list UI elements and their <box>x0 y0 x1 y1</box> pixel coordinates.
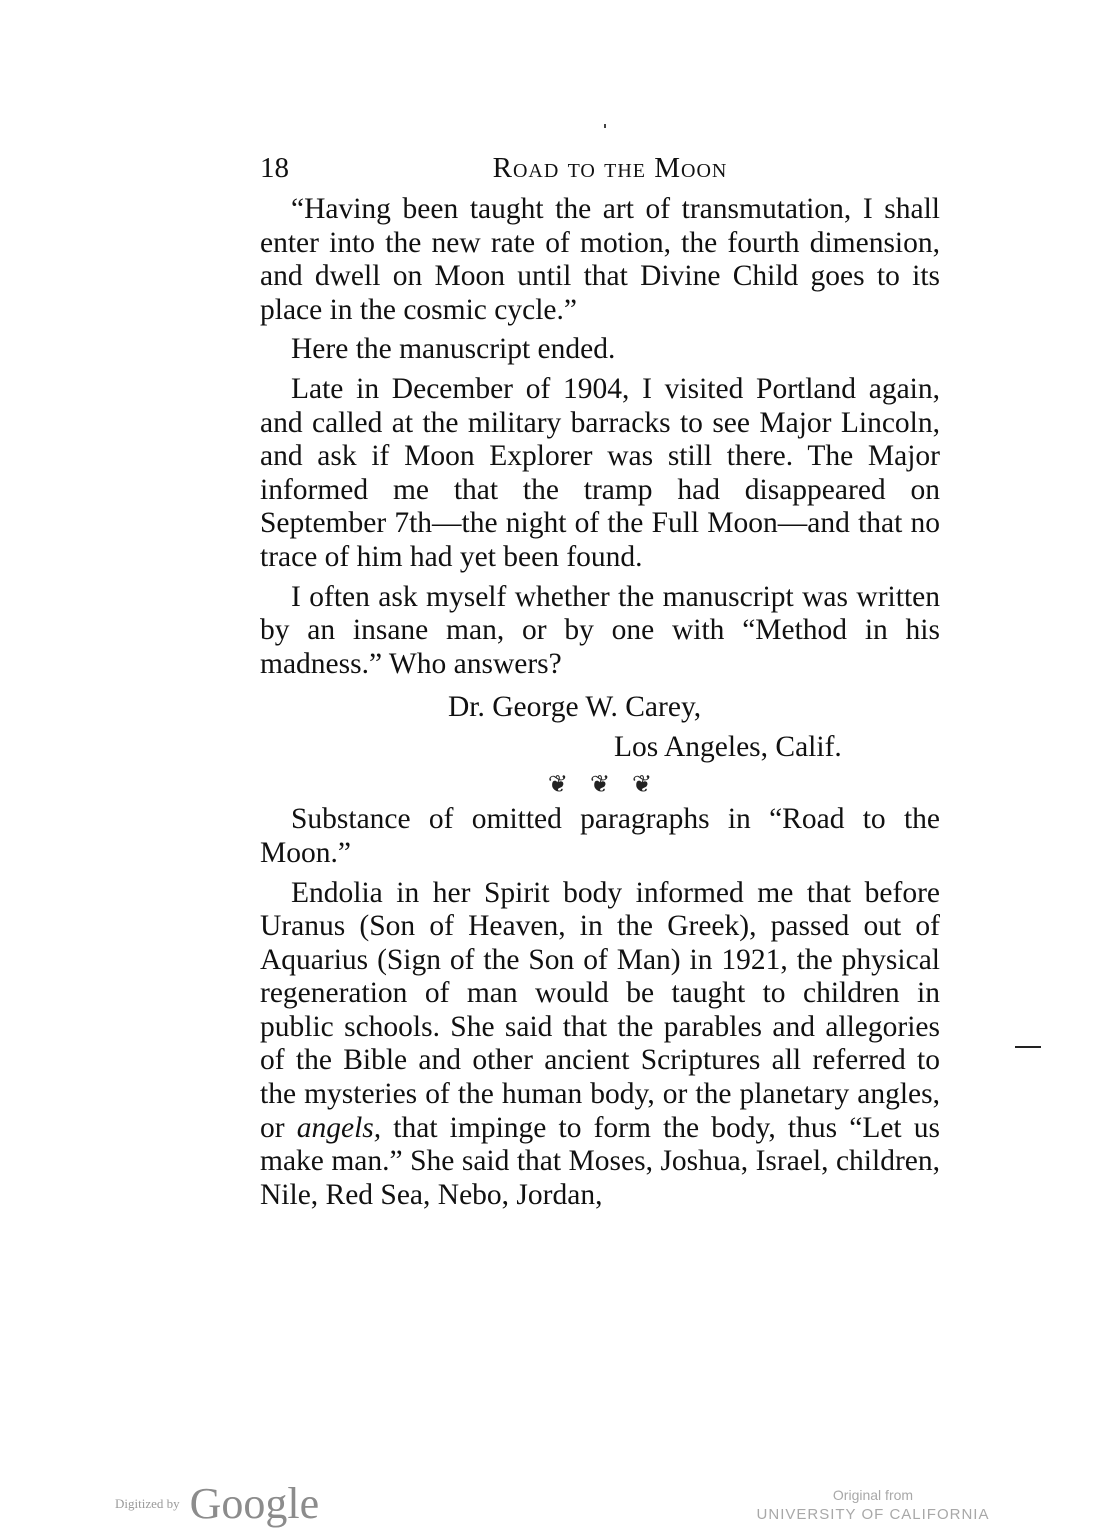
paragraph-portland-visit: Late in December of 1904, I visited Portland again, and called at the military barracks to see Major Lincoln, and ask if Moon Explorer was still there. The Major informed me that the tramp had disappeared on September 7th—the night of the Full Moon—and that no trace of him had yet been found. <box>260 372 940 573</box>
print-speck <box>604 124 606 128</box>
institution-name: UNIVERSITY OF CALIFORNIA <box>756 1506 990 1523</box>
original-from-block <box>728 1486 1018 1526</box>
digitized-by-google <box>115 1478 319 1528</box>
endolia-text-start: Endolia in her Spirit body informed me that before Uranus (Son of Heaven, in the Greek), passed out of Aquarius (Sign of the Son of Man) in 1921, the physical regeneration of man would be taught to children in public schools. She said that the parables and allegories of the Bible and other ancient Scriptures all referred to the mysteries of the human body, or the planetary angles, or <box>260 876 940 1144</box>
italic-angels: angels, <box>296 1111 382 1144</box>
google-logo: Google <box>189 1479 320 1528</box>
original-from-label: Original from <box>832 1487 914 1503</box>
running-title: Road to the Moon <box>492 152 728 184</box>
page-header <box>260 148 940 188</box>
paragraph-omitted-substance: Substance of omitted paragraphs in “Road to the Moon.” <box>260 803 940 869</box>
paragraph-quote: “Having been taught the art of transmutation, I shall enter into the new rate of motion, the fourth dimension, and dwell on Moon until that Divine Child goes to its place in the cosmic cycle.” <box>260 193 940 326</box>
margin-mark <box>1015 1046 1041 1048</box>
page-number: 18 <box>260 152 289 184</box>
paragraph-endolia <box>260 877 940 1213</box>
section-ornament: ❦❦❦ <box>547 772 675 799</box>
paragraph-ask-myself: I often ask myself whether the manuscript was written by an insane man, or by one with “Method in his madness.” Who answers? <box>260 580 940 680</box>
body-text <box>260 193 940 1218</box>
paragraph-manuscript-ended: Here the manuscript ended. <box>291 333 616 366</box>
signature-place: Los Angeles, Calif. <box>614 731 842 764</box>
signature-name: Dr. George W. Carey, <box>448 691 702 724</box>
endolia-text-end: that impinge to form the body, thus “Let us make man.” She said that Moses, Joshua, Israel, children, Nile, Red Sea, Nebo, Jordan, <box>260 1111 941 1211</box>
digitized-by-label: Digitized by <box>115 1495 180 1511</box>
